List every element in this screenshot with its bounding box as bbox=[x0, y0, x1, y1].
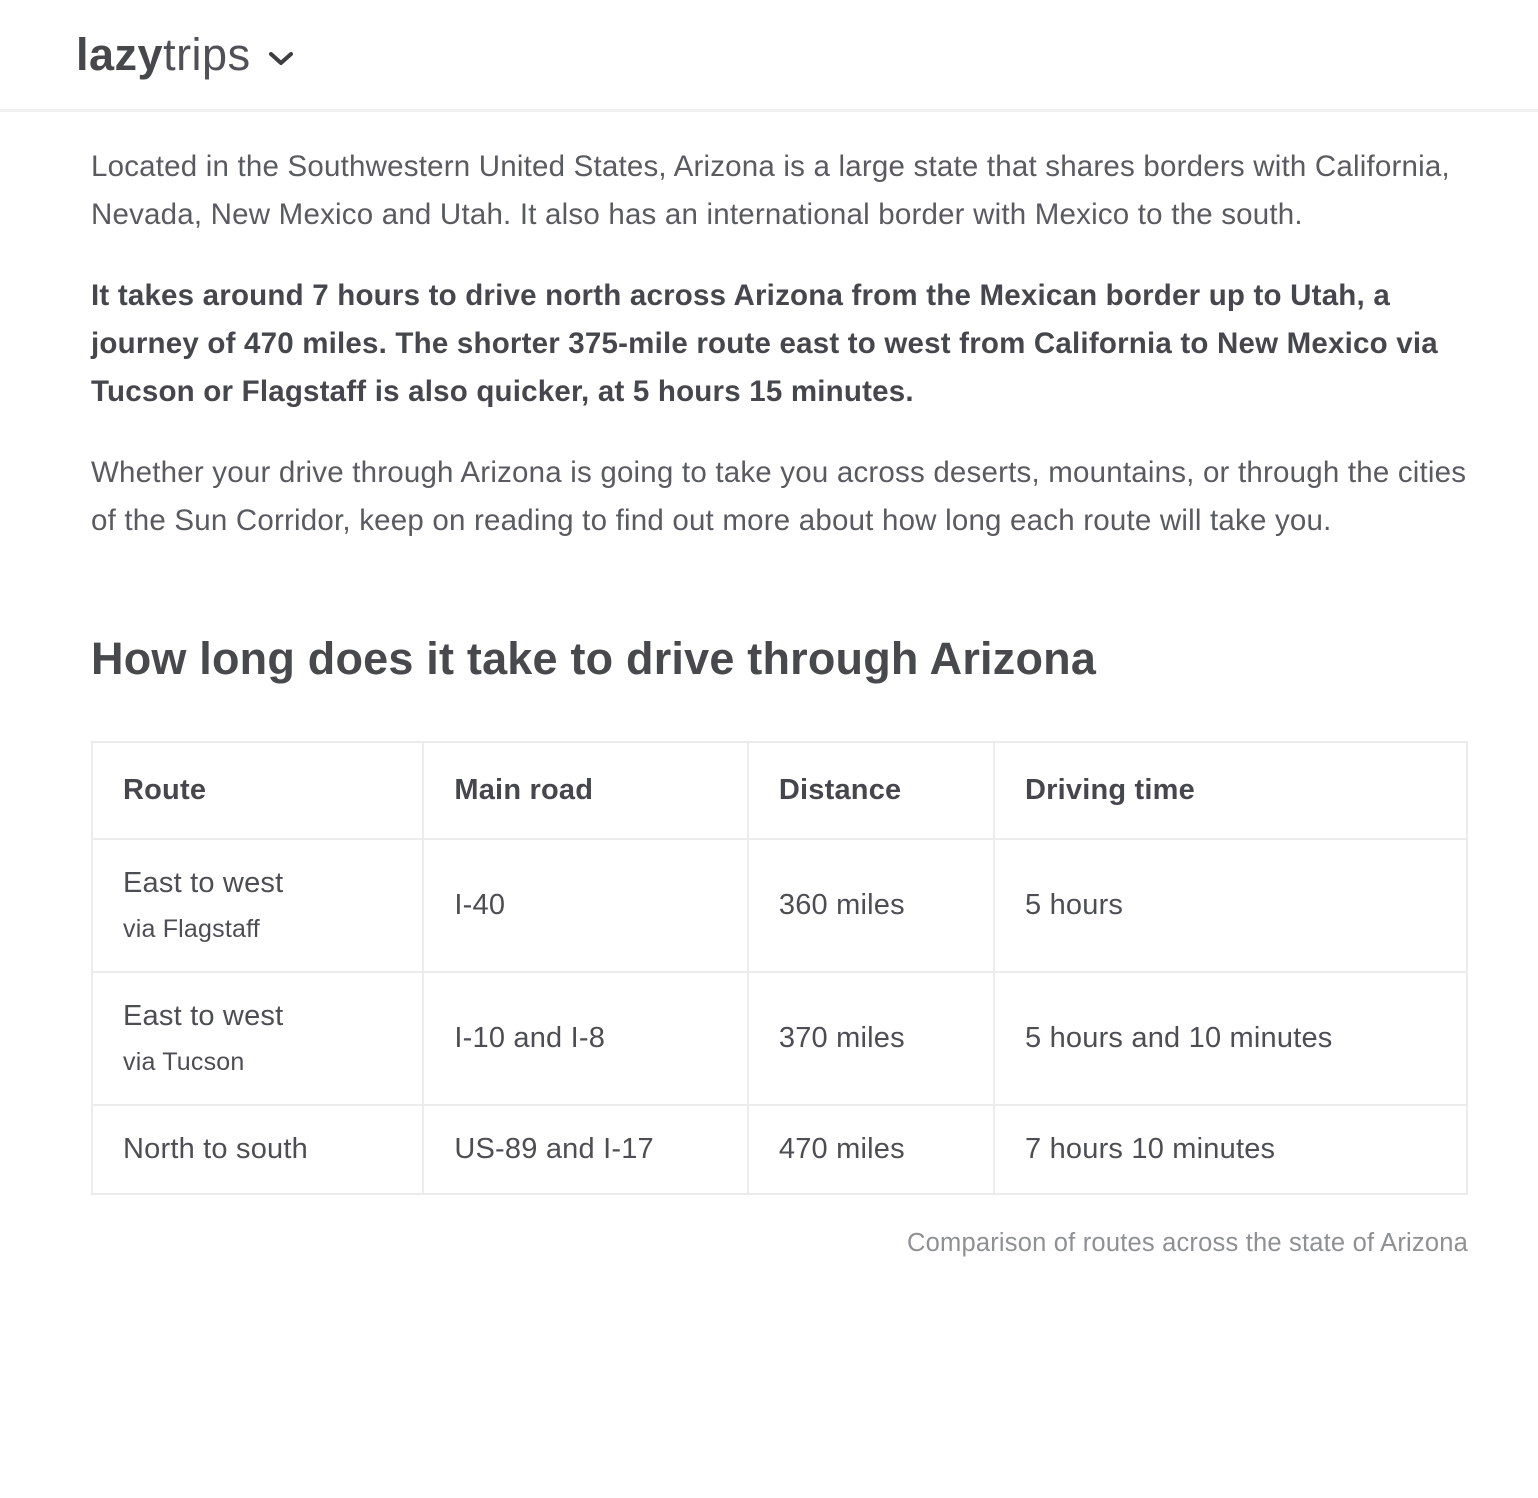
route-via: via Flagstaff bbox=[123, 915, 260, 943]
logo-text-bold: lazy bbox=[76, 28, 164, 80]
routes-table bbox=[91, 741, 1468, 1195]
cell-route bbox=[92, 1105, 423, 1194]
table-row bbox=[92, 1105, 1467, 1194]
cell-route bbox=[92, 972, 423, 1105]
table-header-row bbox=[92, 742, 1467, 839]
detail-paragraph: Whether your drive through Arizona is going to take you across deserts, mountains, or through the cities of the Sun Corridor, keep on reading to find out more about how long each route will take you. bbox=[91, 456, 1467, 537]
cell-distance: 470 miles bbox=[748, 1105, 994, 1194]
column-header-route: Route bbox=[92, 742, 423, 839]
table-row bbox=[92, 839, 1467, 972]
cell-driving-time: 5 hours bbox=[994, 839, 1467, 972]
route-name: East to west bbox=[123, 1000, 284, 1032]
cell-main-road: I-10 and I-8 bbox=[423, 972, 748, 1105]
column-header-driving-time: Driving time bbox=[994, 742, 1467, 839]
logo-text-light: trips bbox=[163, 28, 251, 80]
cell-main-road: I-40 bbox=[423, 839, 748, 972]
section-heading: How long does it take to drive through Arizona bbox=[91, 633, 1097, 684]
article-content bbox=[0, 112, 1538, 1258]
route-name: East to west bbox=[123, 867, 284, 899]
cell-main-road: US-89 and I-17 bbox=[423, 1105, 748, 1194]
column-header-main-road: Main road bbox=[423, 742, 748, 839]
cell-driving-time: 5 hours and 10 minutes bbox=[994, 972, 1467, 1105]
table-header bbox=[92, 742, 1467, 839]
column-header-distance: Distance bbox=[748, 742, 994, 839]
cell-distance: 360 miles bbox=[748, 839, 994, 972]
route-name: North to south bbox=[123, 1133, 308, 1165]
cell-route bbox=[92, 839, 423, 972]
cell-distance: 370 miles bbox=[748, 972, 994, 1105]
intro-paragraph: Located in the Southwestern United States, Arizona is a large state that shares borders with California, Nevada, New Mexico and Utah. It also has an international border with Mexico to the south. bbox=[91, 150, 1450, 231]
table-row bbox=[92, 972, 1467, 1105]
logo[interactable] bbox=[76, 29, 293, 81]
site-header bbox=[0, 0, 1538, 112]
table-caption: Comparison of routes across the state of Arizona bbox=[907, 1229, 1468, 1257]
table-body bbox=[92, 839, 1467, 1194]
chevron-down-icon[interactable] bbox=[269, 51, 293, 67]
cell-driving-time: 7 hours 10 minutes bbox=[994, 1105, 1467, 1194]
summary-paragraph: It takes around 7 hours to drive north across Arizona from the Mexican border up to Utah, a journey of 470 miles. The shorter 375-mile route east to west from California to New Mexico via Tucson or Flagstaff is also quicker, at 5 hours 15 minutes. bbox=[91, 279, 1438, 408]
route-via: via Tucson bbox=[123, 1048, 245, 1076]
